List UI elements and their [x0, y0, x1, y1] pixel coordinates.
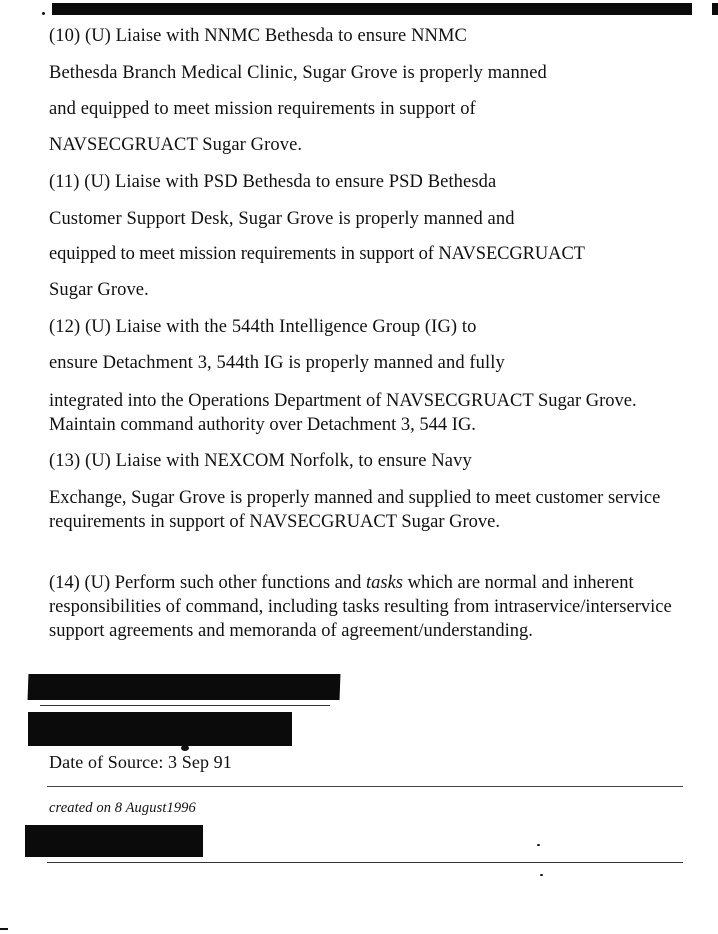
para-14-prefix: (14) (U) Perform such other functions and [49, 573, 366, 593]
para-11-line-2: Customer Support Desk, Sugar Grove is properly manned and [49, 209, 515, 229]
para-10-line-3: and equipped to meet mission requirements in support of [49, 99, 476, 119]
para-14-emphasis: tasks [365, 573, 403, 593]
scan-speck [42, 12, 45, 15]
created-on: created on 8 August1996 [49, 800, 196, 816]
para-12-line-2: ensure Detachment 3, 544th IG is properly manned and fully [49, 353, 505, 373]
scan-speck-3 [537, 844, 540, 846]
para-12-tail: integrated into the Operations Department of NAVSECGRUACT Sugar Grove. Maintain command authority over Detachment 3, 544 IG. [49, 391, 637, 435]
para-12-line-1: (12) (U) Liaise with the 544th Intelligence Group (IG) to [49, 317, 477, 337]
date-of-source: Date of Source: 3 Sep 91 [49, 752, 232, 772]
para-11-line-1: (11) (U) Liaise with PSD Bethesda to ensure PSD Bethesda [49, 172, 497, 192]
scan-speck-4 [540, 874, 543, 876]
scan-speck-2 [181, 745, 189, 751]
top-redaction-bar [52, 3, 692, 15]
para-11-line-3: equipped to meet mission requirements in support of NAVSECGRUACT [49, 244, 585, 264]
redaction-block-1 [28, 674, 341, 700]
right-edge-mark [712, 3, 718, 15]
para-13-line-1: (13) (U) Liaise with NEXCOM Norfolk, to ensure Navy [49, 451, 472, 471]
redaction-1-underline [40, 705, 330, 706]
para-13-tail: Exchange, Sugar Grove is properly manned and supplied to meet customer service requirements in support of NAVSECGRUACT Sugar Grove. [49, 488, 661, 532]
redaction-block-2 [28, 712, 292, 746]
separator-rule-2 [47, 862, 683, 863]
redaction-block-3 [25, 825, 203, 857]
para-14-suffix: which are normal and inherent responsibilities of command, including tasks resulting from intraservice/interservice support agreements and memoranda of agreement/understanding. [49, 573, 672, 641]
para-14 [49, 571, 689, 643]
para-10-line-1: (10) (U) Liaise with NNMC Bethesda to ensure NNMC [49, 26, 467, 46]
para-11-line-4: Sugar Grove. [49, 280, 149, 300]
bottom-edge-mark [0, 928, 8, 930]
para-10-line-4: NAVSECGRUACT Sugar Grove. [49, 135, 303, 155]
separator-rule-1 [47, 786, 683, 787]
para-10-line-2: Bethesda Branch Medical Clinic, Sugar Grove is properly manned [49, 63, 547, 83]
